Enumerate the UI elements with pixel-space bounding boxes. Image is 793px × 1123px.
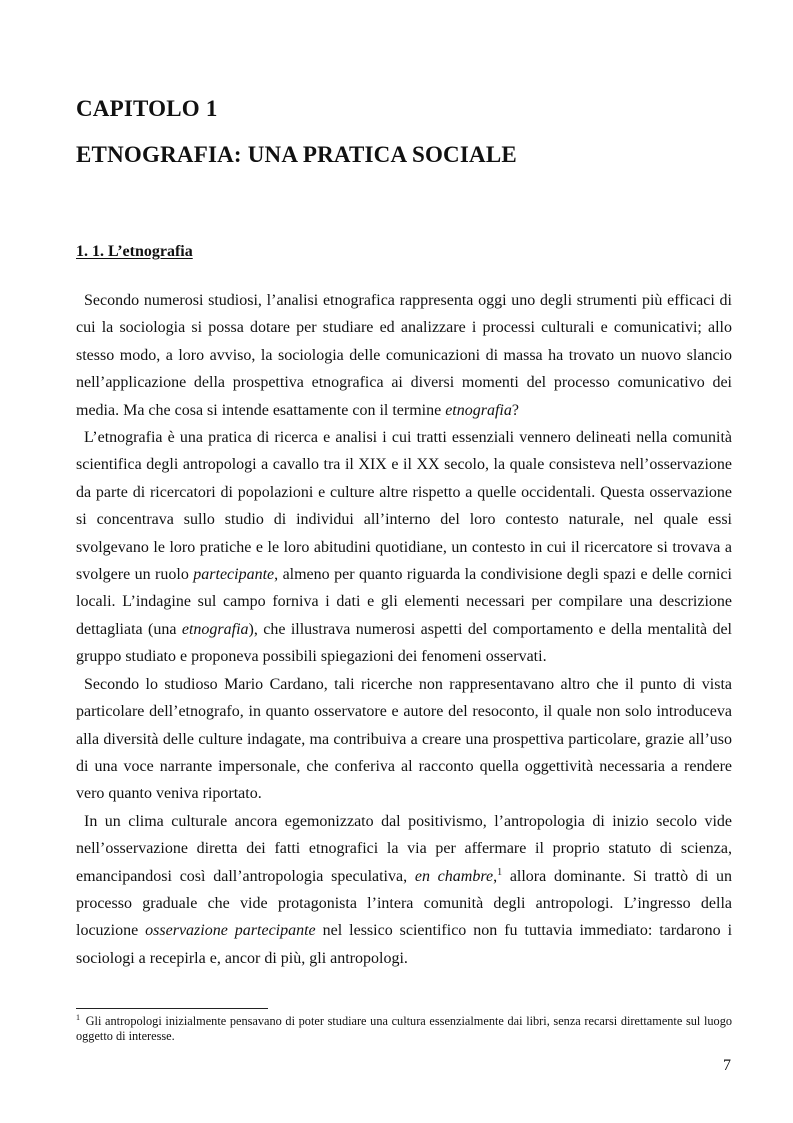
- chapter-title: ETNOGRAFIA: UNA PRATICA SOCIALE: [76, 142, 517, 167]
- text-run: nel lessico scientifico non fu tuttavia immediato: tardarono i sociologi a recepirla e, ancor di più, gli antropologi.: [76, 922, 733, 967]
- italic-term: etnografia: [181, 620, 249, 638]
- footnote: [76, 1014, 732, 1044]
- text-run: , almeno per quanto riguarda la condivisione degli spazi e delle cornici locali. L’indagine sul campo forniva i dati e gli elementi necessari per compilare una descrizione dettagliata (una: [76, 566, 733, 638]
- text-run: Secondo numerosi studiosi, l’analisi etnografica rappresenta oggi uno degli strumenti più efficaci di cui la sociologia si possa dotare per studiare ed analizzare i processi culturali e comunicativi; allo stesso modo, a loro avviso, la sociologia delle comunicazioni di massa ha trovato un nuovo slancio nell’applicazione della prospettiva etnografica ai diversi momenti del processo comunicativo dei media. Ma che cosa si intende esattamente con il termine: [76, 292, 732, 419]
- paragraph: [76, 287, 732, 424]
- body-text: [76, 287, 732, 972]
- footnote-divider: [76, 1008, 268, 1009]
- chapter-label: CAPITOLO 1: [76, 96, 218, 121]
- text-run: ,: [493, 867, 498, 885]
- paragraph: [76, 671, 732, 808]
- italic-term: partecipante: [193, 566, 275, 584]
- text-run: ?: [511, 401, 519, 419]
- footnote-number: 1: [76, 1013, 80, 1022]
- paragraph: [76, 808, 732, 972]
- text-run: ), che illustrava numerosi aspetti del comportamento e della mentalità del gruppo studiato e proponeva possibili spiegazioni dei fenomeni osservati.: [76, 620, 732, 666]
- text-run: Secondo lo studioso Mario Cardano, tali ricerche non rappresentavano altro che il punto di vista particolare dell’etnografo, in quanto osservatore e autore del resoconto, il quale non solo introduceva alla diversità delle culture indagate, ma contribuiva a creare una prospettiva particolare, grazie all’uso di una voce narrante impersonale, che conferiva al racconto quella oggettività necessaria a rendere vero quanto veniva riportato.: [76, 675, 732, 803]
- italic-term: etnografia: [445, 401, 512, 419]
- text-run: L’etnografia è una pratica di ricerca e analisi i cui tratti essenziali vennero delineati nella comunità scientifica degli antropologi a cavallo tra il XIX e il XX secolo, la quale consisteva nell’osservazione da parte di ricercatori di popolazioni e culture altre rispetto a quelle occidentali. Questa osservazione si concentrava sullo studio di individui all’interno del loro contesto naturale, nel quale essi svolgevano le loro pratiche e le loro abitudini quotidiane, un contesto in cui il ricercatore si trovava a svolgere un ruolo: [76, 429, 732, 584]
- page-number: 7: [723, 1057, 731, 1074]
- italic-term: osservazione partecipante: [145, 922, 316, 940]
- text-run: allora dominante. Si trattò di un processo graduale che vide protagonista l’intera comunità degli antropologi. L’ingresso della locuzione: [76, 867, 732, 940]
- text-run: In un clima culturale ancora egemonizzato dal positivismo, l’antropologia di inizio secolo vide nell’osservazione diretta dei fatti etnografici la via per affermare il proprio statuto di scienza, emancipandosi così dall’antropologia speculativa,: [76, 812, 732, 885]
- footnote-ref: 1: [497, 866, 503, 878]
- italic-term: en chambre: [414, 867, 494, 885]
- paragraph: [76, 424, 732, 671]
- footnote-text: Gli antropologi inizialmente pensavano di poter studiare una cultura essenzialmente dai libri, senza recarsi direttamente sul luogo oggetto di interesse.: [76, 1014, 732, 1043]
- section-heading: 1. 1. L’etnografia: [76, 243, 193, 260]
